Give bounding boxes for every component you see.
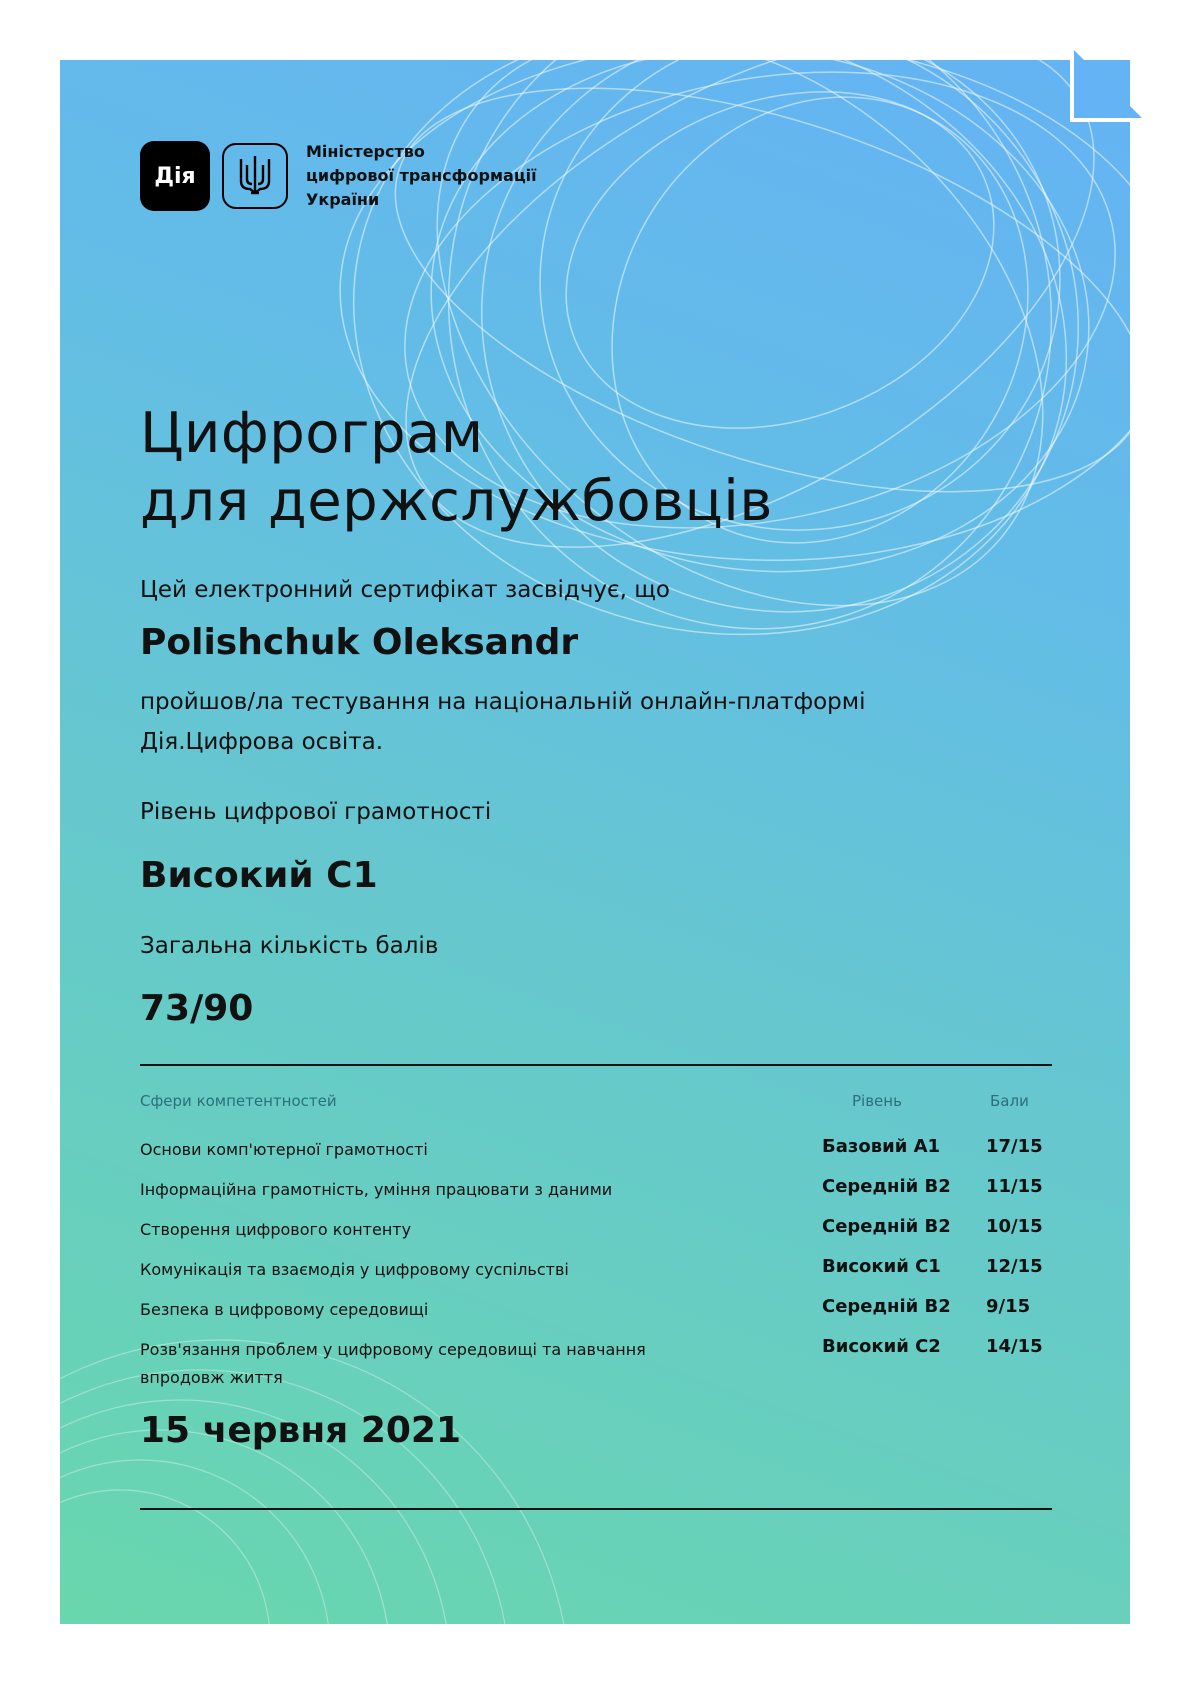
- intro-text: Цей електронний сертифікат засвідчує, що: [140, 577, 670, 603]
- row-level: Середній В2: [822, 1296, 951, 1317]
- ministry-line-3: України: [306, 190, 380, 209]
- row-score: 9/15: [986, 1296, 1031, 1317]
- row-level: Середній В2: [822, 1176, 951, 1197]
- column-header-level: Рівень: [852, 1092, 902, 1110]
- row-score: 14/15: [986, 1336, 1043, 1357]
- header-logos: [140, 140, 537, 212]
- row-score: 12/15: [986, 1256, 1043, 1277]
- title-line-2: для держслужбовців: [140, 469, 773, 534]
- row-score: 17/15: [986, 1136, 1043, 1157]
- row-area: Інформаційна грамотність, уміння працювати з даними: [140, 1180, 613, 1199]
- bottom-divider: [140, 1508, 1052, 1510]
- row-level: Базовий А1: [822, 1136, 941, 1157]
- row-area: Розв'язання проблем у цифровому середовищі та навчання впродовж життя: [140, 1340, 646, 1387]
- row-area: Комунікація та взаємодія у цифровому суспільстві: [140, 1260, 569, 1279]
- certificate-sheet: [60, 60, 1130, 1624]
- folded-corner-icon: [1070, 46, 1146, 122]
- row-area: Основи комп'ютерної грамотності: [140, 1140, 428, 1159]
- certificate-title: [140, 400, 773, 536]
- column-header-area: Сфери компетентностей: [140, 1092, 337, 1110]
- issue-date: 15 червня 2021: [140, 1410, 462, 1451]
- row-level: Високий С1: [822, 1256, 941, 1277]
- row-area: Створення цифрового контенту: [140, 1220, 412, 1239]
- ministry-line-1: Міністерство: [306, 142, 425, 161]
- score-label: Загальна кількість балів: [140, 933, 439, 959]
- trident-emblem-icon: [222, 143, 288, 209]
- passed-text-line-2: Дія.Цифрова освіта.: [140, 729, 384, 755]
- level-value: Високий C1: [140, 855, 378, 896]
- dia-logo: Дія: [140, 141, 210, 211]
- row-area: Безпека в цифровому середовищі: [140, 1300, 429, 1319]
- recipient-name: Polishchuk Oleksandr: [140, 622, 579, 663]
- score-value: 73/90: [140, 988, 254, 1029]
- passed-text-line-1: пройшов/ла тестування на національній онлайн-платформі: [140, 689, 866, 715]
- row-level: Середній В2: [822, 1216, 951, 1237]
- row-level: Високий С2: [822, 1336, 941, 1357]
- table-top-divider: [140, 1064, 1052, 1066]
- row-score: 11/15: [986, 1176, 1043, 1197]
- level-label: Рівень цифрової грамотності: [140, 799, 492, 825]
- ministry-line-2: цифрової трансформації: [306, 166, 537, 185]
- row-score: 10/15: [986, 1216, 1043, 1237]
- column-header-score: Бали: [990, 1092, 1029, 1110]
- title-line-1: Цифрограм: [140, 401, 484, 466]
- ministry-name: [306, 140, 537, 212]
